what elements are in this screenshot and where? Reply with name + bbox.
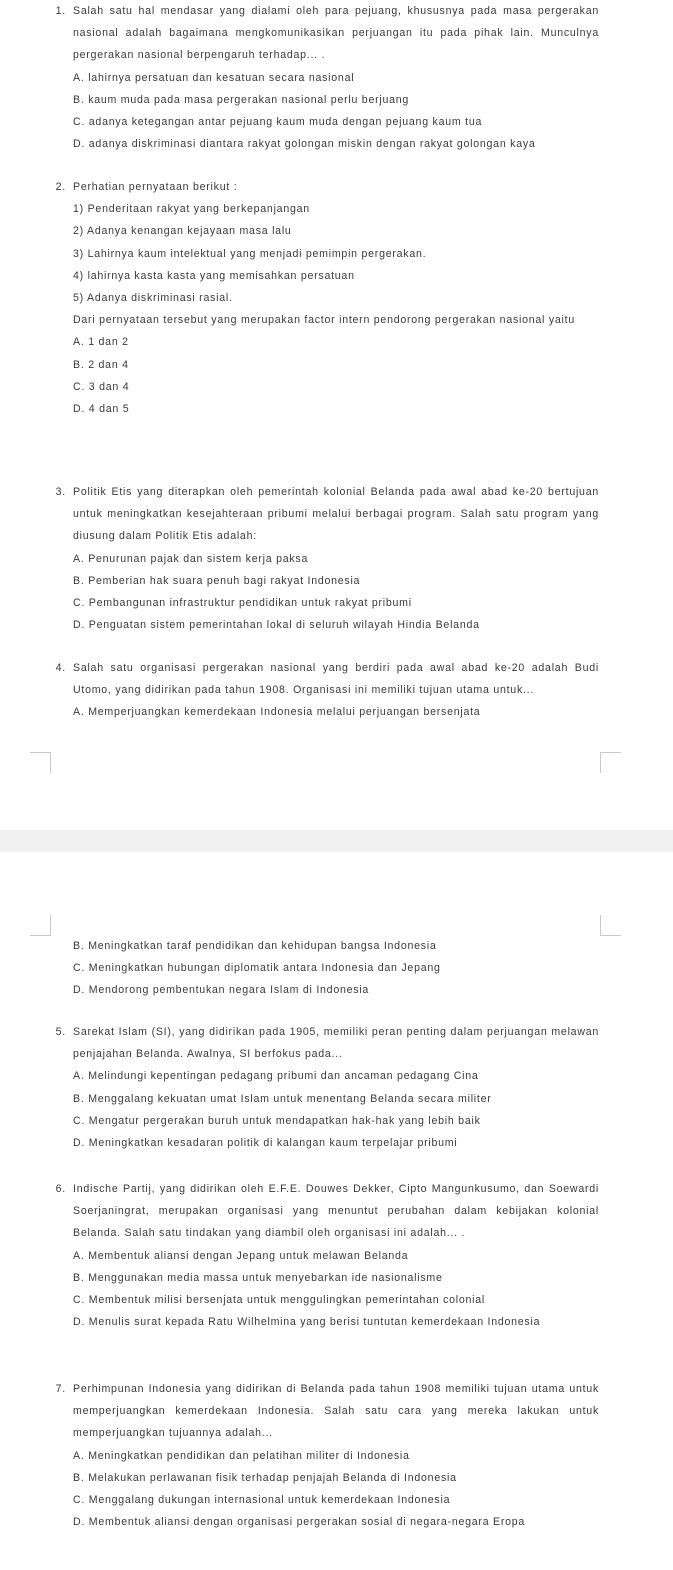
option-a[interactable]: A. Penurunan pajak dan sistem kerja paksa bbox=[73, 552, 309, 565]
option-d[interactable]: D. Membentuk aliansi dengan organisasi pergerakan sosial di negara-negara Eropa bbox=[73, 1516, 526, 1529]
question-6 bbox=[55, 1178, 599, 1333]
question-stem: Salah satu hal mendasar yang dialami oleh para pejuang, khususnya pada masa pergerakan nasional adalah bagaimana mengkomunikasikan perjuangan itu pada pihak lain. Munculnya pergerakan nasional berpengaruh terhadap... . bbox=[73, 5, 599, 62]
option-c[interactable]: C. 3 dan 4 bbox=[73, 380, 130, 393]
question-4 bbox=[55, 657, 599, 724]
question-2 bbox=[55, 176, 599, 420]
option-c[interactable]: C. Membentuk milisi bersenjata untuk menggulingkan pemerintahan colonial bbox=[73, 1294, 486, 1307]
option-list bbox=[73, 701, 599, 723]
statement-item: 3) Lahirnya kaum intelektual yang menjadi pemimpin pergerakan. bbox=[73, 247, 427, 260]
statement-item: 2) Adanya kenangan kejayaan masa lalu bbox=[73, 225, 292, 238]
option-b[interactable]: B. 2 dan 4 bbox=[73, 358, 129, 371]
option-b[interactable]: B. Melakukan perlawanan fisik terhadap penjajah Belanda di Indonesia bbox=[73, 1471, 457, 1484]
question-stem: Perhatian pernyataan berikut : bbox=[73, 181, 238, 193]
option-list bbox=[73, 1245, 599, 1334]
option-a[interactable]: A. Meningkatkan pendidikan dan pelatihan militer di Indonesia bbox=[73, 1449, 410, 1462]
page-corner-mark bbox=[600, 915, 621, 936]
option-d[interactable]: D. adanya diskriminasi diantara rakyat golongan miskin dengan rakyat golongan kaya bbox=[73, 138, 536, 151]
question-7 bbox=[55, 1378, 599, 1533]
option-a[interactable]: A. Memperjuangkan kemerdekaan Indonesia melalui perjuangan bersenjata bbox=[73, 706, 481, 719]
option-b[interactable]: B. Menggunakan media massa untuk menyebarkan ide nasionalisme bbox=[73, 1271, 443, 1284]
option-list bbox=[73, 67, 599, 156]
option-list bbox=[73, 1445, 599, 1534]
option-c[interactable]: C. Mengatur pergerakan buruh untuk mendapatkan hak-hak yang lebih baik bbox=[73, 1114, 481, 1127]
question-stem: Indische Partij, yang didirikan oleh E.F.E. Douwes Dekker, Cipto Mangunkusumo, dan Soewardi Soerjaningrat, merupakan organisasi yang menuntut perubahan dalam kebijakan kolonial Belanda. Salah satu tindakan yang diambil oleh organisasi ini adalah... . bbox=[73, 1183, 599, 1240]
option-d[interactable]: D. Menulis surat kepada Ratu Wilhelmina yang berisi tuntutan kemerdekaan Indonesia bbox=[73, 1316, 541, 1329]
page-corner-mark bbox=[30, 915, 51, 936]
question-4-continued bbox=[73, 935, 599, 1002]
option-a[interactable]: A. 1 dan 2 bbox=[73, 336, 129, 349]
option-d[interactable]: D. Penguatan sistem pemerintahan lokal di seluruh wilayah Hindia Belanda bbox=[73, 619, 480, 632]
statement-item: 4) lahirnya kasta kasta yang memisahkan persatuan bbox=[73, 269, 355, 282]
question-number: 3. bbox=[55, 486, 66, 498]
statement-item: 5) Adanya diskriminasi rasial. bbox=[73, 292, 233, 305]
question-number: 6. bbox=[55, 1183, 66, 1195]
question-number: 4. bbox=[55, 662, 66, 674]
question-stem: Salah satu organisasi pergerakan nasional yang berdiri pada awal abad ke-20 adalah Budi Utomo, yang didirikan pada tahun 1908. Organisasi ini memiliki tujuan utama untuk... bbox=[73, 662, 599, 697]
question-number: 1. bbox=[55, 5, 66, 17]
statement-item: 1) Penderitaan rakyat yang berkepanjangan bbox=[73, 203, 310, 216]
option-b[interactable]: B. Meningkatkan taraf pendidikan dan kehidupan bangsa Indonesia bbox=[73, 940, 437, 952]
question-prompt: Dari pernyataan tersebut yang merupakan factor intern pendorong pergerakan nasional yaitu bbox=[73, 314, 575, 327]
option-d[interactable]: D. Mendorong pembentukan negara Islam di Indonesia bbox=[73, 984, 370, 997]
question-stem: Perhimpunan Indonesia yang didirikan di Belanda pada tahun 1908 memiliki tujuan utama untuk memperjuangkan kemerdekaan Indonesia. Salah satu cara yang mereka lakukan untuk memperjuangkan tujuannya adalah... bbox=[73, 1383, 599, 1440]
option-b[interactable]: B. Pemberian hak suara penuh bagi rakyat Indonesia bbox=[73, 574, 361, 587]
option-d[interactable]: D. Meningkatkan kesadaran politik di kalangan kaum terpelajar pribumi bbox=[73, 1137, 458, 1150]
page-corner-mark bbox=[30, 752, 51, 773]
option-d[interactable]: D. 4 dan 5 bbox=[73, 403, 130, 416]
option-c[interactable]: C. Meningkatkan hubungan diplomatik antara Indonesia dan Jepang bbox=[73, 962, 441, 975]
option-a[interactable]: A. Membentuk aliansi dengan Jepang untuk melawan Belanda bbox=[73, 1249, 409, 1262]
option-list bbox=[73, 331, 599, 420]
option-a[interactable]: A. Melindungi kepentingan pedagang pribumi dan ancaman pedagang Cina bbox=[73, 1070, 479, 1083]
question-5 bbox=[55, 1021, 599, 1154]
page-corner-mark bbox=[600, 752, 621, 773]
option-list bbox=[73, 1065, 599, 1154]
option-c[interactable]: C. Menggalang dukungan internasional untuk kemerdekaan Indonesia bbox=[73, 1494, 451, 1507]
option-b[interactable]: B. Menggalang kekuatan umat Islam untuk menentang Belanda secara militer bbox=[73, 1092, 492, 1105]
question-stem: Politik Etis yang diterapkan oleh pemerintah kolonial Belanda pada awal abad ke-20 bertujuan untuk meningkatkan kesejahteraan pribumi melalui berbagai program. Salah satu program yang diusung dalam Politik Etis adalah: bbox=[73, 486, 599, 543]
option-c[interactable]: C. adanya ketegangan antar pejuang kaum muda dengan pejuang kaum tua bbox=[73, 116, 483, 129]
question-number: 7. bbox=[55, 1383, 66, 1395]
statement-list bbox=[73, 198, 599, 309]
question-number: 2. bbox=[55, 181, 66, 193]
question-1 bbox=[55, 0, 599, 155]
option-c[interactable]: C. Pembangunan infrastruktur pendidikan untuk rakyat pribumi bbox=[73, 597, 412, 610]
question-stem: Sarekat Islam (SI), yang didirikan pada 1905, memiliki peran penting dalam perjuangan melawan penjajahan Belanda. Awalnya, SI berfokus pada... bbox=[73, 1026, 599, 1061]
option-list bbox=[73, 935, 599, 1002]
option-b[interactable]: B. kaum muda pada masa pergerakan nasional perlu berjuang bbox=[73, 93, 410, 106]
option-list bbox=[73, 548, 599, 637]
page-gap bbox=[0, 830, 673, 852]
question-3 bbox=[55, 481, 599, 636]
option-a[interactable]: A. lahirnya persatuan dan kesatuan secara nasional bbox=[73, 71, 355, 84]
question-number: 5. bbox=[55, 1026, 66, 1038]
